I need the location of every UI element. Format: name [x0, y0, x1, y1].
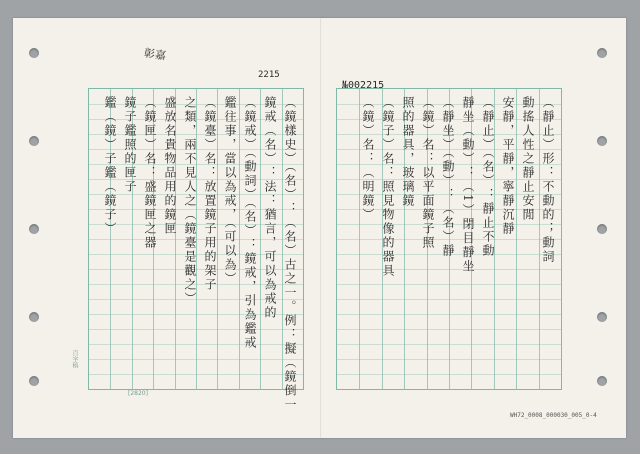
- punch-hole: [597, 136, 607, 146]
- right-column: 靜坐（動）：（1）閉目靜坐: [461, 96, 475, 274]
- right-column: （鏡子）名：照見物像的器具: [381, 96, 395, 278]
- right-column: （靜坐）（動）：（名）靜: [441, 96, 455, 258]
- left-column: 盛放名貴物品用的鏡匣: [163, 96, 177, 236]
- left-column: 鑑（鏡）子鑑（鏡子）: [103, 96, 117, 236]
- punch-hole: [29, 136, 39, 146]
- punch-hole: [29, 224, 39, 234]
- right-column: （鏡）名：以平面鏡子照: [421, 96, 435, 250]
- punch-hole: [29, 376, 39, 386]
- right-column: （鏡）名：（明鏡）: [361, 96, 375, 222]
- right-column: 動搖人性之靜止安閒: [521, 96, 535, 222]
- punch-hole: [597, 48, 607, 58]
- right-column: （靜止）（名）：靜止不動: [481, 96, 495, 258]
- left-column: （鏡臺）名：放置鏡子用的架子: [203, 96, 217, 292]
- left-margin-mark: 百字稿: [71, 350, 78, 368]
- page-fold: [320, 18, 322, 438]
- punch-hole: [29, 312, 39, 322]
- left-column: 鏡子鑑照的匣子: [123, 96, 137, 194]
- right-column: 安靜，平靜，寧靜沉靜: [501, 96, 515, 236]
- left-column: （鏡戒）（動詞）（名）：鏡戒，引為鑑戒: [243, 96, 257, 350]
- punch-hole: [597, 224, 607, 234]
- left-column: （鏡匣）名：盛鏡匣之器: [143, 96, 157, 250]
- right-column: （靜止）形：不動的；動詞: [541, 96, 555, 264]
- punch-hole: [597, 376, 607, 386]
- left-footer-mark: [2820]: [128, 390, 148, 397]
- corner-note: 彰嘉: [143, 46, 167, 63]
- footer-id: WH72_0008_000030_005_0-4: [510, 412, 597, 419]
- left-column: 鑑往事，當以為戒，（可以為）: [223, 96, 237, 286]
- punch-hole: [597, 312, 607, 322]
- left-column: 鏡戒（名）：法：猶言，可以為戒的: [263, 96, 277, 320]
- right-column: 照的器具，玻璃鏡: [401, 96, 415, 208]
- archive-number: №002215: [342, 80, 385, 91]
- page-mark: 2215: [258, 70, 280, 80]
- punch-hole: [29, 48, 39, 58]
- left-column: 之類，兩不見人之（鏡臺是觀之）: [183, 96, 197, 306]
- left-column: （鏡樣史）（名）：（名）古之一。例：擬（鏡倒一: [283, 96, 297, 412]
